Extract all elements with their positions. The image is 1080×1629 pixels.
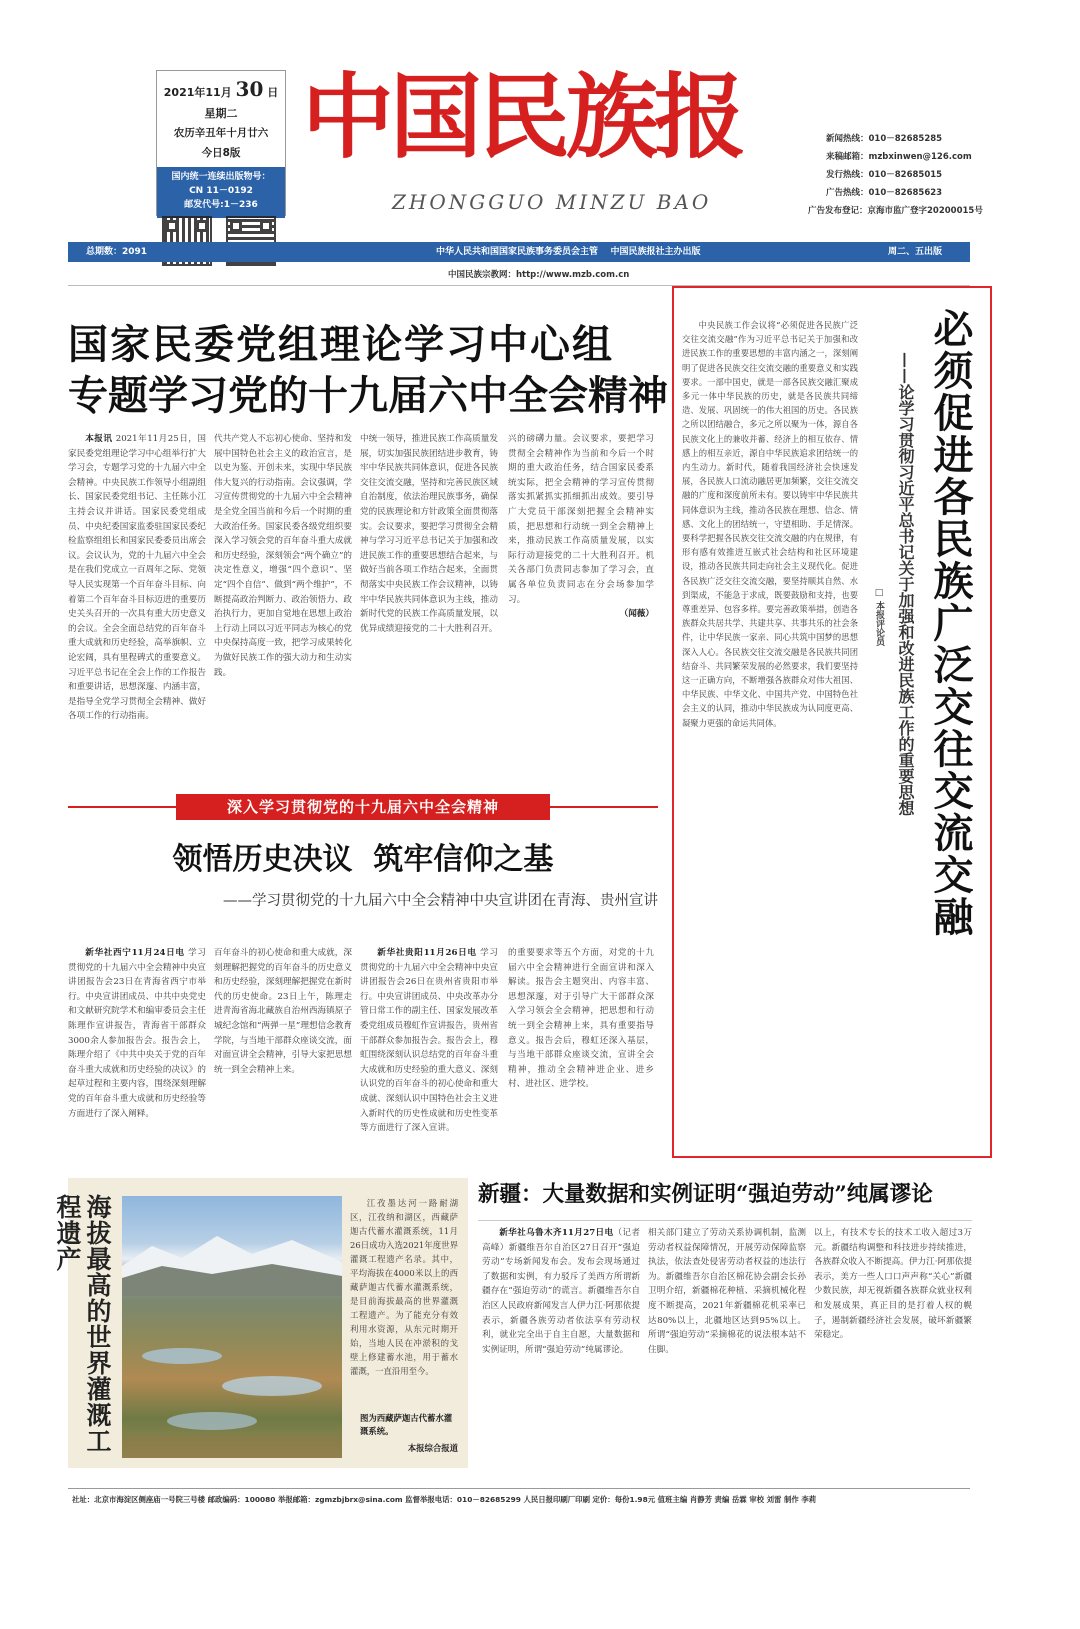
theme-banner: 深入学习贯彻党的十九届六中全会精神 xyxy=(176,794,550,820)
contact-news: 新闻热线：010－82685285 xyxy=(826,134,943,144)
lead-column-1: 本报讯 2021年11月25日，国家民委党组理论学习中心组举行扩大学习会，专题学习党的十九届六中全会精神。中央民族工作领导小组副组长、国家民委党组书记、主任陈小江主持会议并讲话。国家民委党组成员、中央纪委国家监委驻国家民委纪检监察组组长和国家民委委员出席会议。会议认为，党的十九届六中全会是在我们党成立一百周年之际、党领导人民实现第一个百年奋斗目标、向着第二个百年奋斗目标迈进的重要历史关头召开的一次具有重大历史意义的会议。全会全面总结党的百年奋斗重大成就和历史经验，高举旗帜、立论宏阔，具有里程碑式的重要意义。习近平总书记在全会上作的工作报告和重要讲话，思想深邃、内涵丰富，是指导全党学习贯彻全会精神、做好各项工作的行动指南。 xyxy=(68,434,206,722)
reservoir-pool xyxy=(167,1412,257,1430)
newspaper-pinyin: ZHONGGUO MINZU BAO xyxy=(392,190,712,214)
date-day: 30 xyxy=(235,77,264,101)
second-column-3: 新华社贵阳11月26日电 学习贯彻党的十九届六中全会精神中央宣讲团报告会26日在贵州省贵阳市举行。中央宣讲团成员、中央改革办分管日常工作的副主任、国家发展改革委党组成员穆虹作宣讲报告，贵州省干部群众参加报告会。报告会上，穆虹围绕深刻认识总结党的百年奋斗重大成就和历史经验的重大意义、深刻认识党的百年奋斗的初心使命和重大成就、深刻认识中国特色社会主义进入新时代的历史性成就和历史性变革等方面进行了深入宣讲。 xyxy=(360,948,498,1134)
xinjiang-divider xyxy=(478,1220,972,1221)
sponsor-line: 中华人民共和国国家民族事务委员会主管 中国民族报社主办出版 xyxy=(436,247,701,257)
xinjiang-column-3: 以上，有技术专长的技术工收入超过3万元。新疆结构调整和科技进步持续推进，各族群众收入不断提高。伊力江·阿那依提表示，美方一些人口口声声称“关心”新疆少数民族，却无视新疆各族群众就业权利和发展成果，真正目的是打着人权的幌子，遏制新疆经济社会发展，破坏新疆繁荣稳定。 xyxy=(814,1228,972,1341)
website-line: 中国民族宗教网：http://www.mzb.com.cn xyxy=(448,270,630,280)
second-column-2: 百年奋斗的初心使命和重大成就，深刻理解把握党的百年奋斗的历史意义和历史经验，深刻理解把握党在新时代的历史使命。23日上午，陈理走进青海省海北藏族自治州西海镇原子城纪念馆和“两弹一星”理想信念教育学院，与当地干部群众座谈交流，面对面宣讲全会精神，引导大家把思想统一到全会精神上来。 xyxy=(214,948,352,1075)
date-day-suffix: 日 xyxy=(267,86,279,99)
cn-label: 国内统一连续出版物号： xyxy=(171,172,271,182)
cn-number: CN 11－0192 xyxy=(189,186,253,196)
contact-list xyxy=(808,130,983,220)
field xyxy=(122,1436,342,1458)
second-column-4: 的重要要求等五个方面，对党的十九届六中全会精神进行全面宣讲和深入解读。报告会主题突出、内容丰富、思想深邃，对于引导广大干部群众深入学习领会全会精神，把思想和行动统一到全会精神上来，具有重要指导意义。报告会后，穆虹还深入基层，与当地干部群众座谈交流，宣讲全会精神，推动全会精神进企业、进乡村、进社区、进学校。 xyxy=(508,948,654,1090)
second-subhead: ——学习贯彻党的十九届六中全会精神中央宣讲团在青海、贵州宣讲 xyxy=(223,893,658,909)
lead-headline-line2: 专题学习党的十九届六中全会精神 xyxy=(68,372,668,419)
feature-box xyxy=(672,286,992,1158)
reservoir-pool xyxy=(142,1348,222,1364)
xinjiang-headline: 新疆：大量数据和实例证明“强迫劳动”纯属谬论 xyxy=(478,1182,933,1207)
lead-byline: 本报讯 xyxy=(85,434,113,444)
xinjiang-byline: 新华社乌鲁木齐11月27日电 xyxy=(499,1228,614,1238)
feature-headline: 必须促进各民族广泛交往交流交融 xyxy=(927,308,974,938)
feature-subhead: ——论学习贯彻习近平总书记关于加强和改进民族工作的重要思想 xyxy=(896,352,915,816)
ad-registration: 广告发布登记：京海市监广登字20200015号 xyxy=(808,206,983,216)
footer-info: 社址：北京市海淀区侧座庙一号院三号楼 邮政编码：100080 举报邮箱：zgmzbjbrx@sina.com 监督举报电话：010－82685299 人民日报印刷厂印刷 定价：每份1.98元 值班主编 肖静芳 责编 岳霖 审校 刘雷 制作 李莉 xyxy=(72,1495,817,1504)
lead-author: （闻薇） xyxy=(619,609,654,620)
lead-column-4: 兴的磅礴力量。会议要求，要把学习贯彻全会精神作为当前和今后一个时期的重大政治任务，结合国家民委系统实际，把全会精神的学习宣传贯彻落实抓紧抓实抓细抓出成效。要引导广大党员干部深刻把握全会精神实质，把思想和行动统一到全会精神上来，推动民族工作高质量发展，以实际行动迎接党的二十大胜利召开。机关各部门负责同志参加了学习会，直属各单位负责同志在分会场参加学习。 （闻薇） xyxy=(508,432,654,778)
irrigation-photo xyxy=(122,1196,342,1458)
lead-headline-line1: 国家民委党组理论学习中心组 xyxy=(68,321,614,368)
photo-vertical-title: 海拔最高的世界灌溉工程遗产 xyxy=(53,1194,112,1454)
footer-divider xyxy=(68,1488,970,1489)
second-byline-b: 新华社贵阳11月26日电 xyxy=(377,948,477,958)
postal-code: 邮发代号:1－236 xyxy=(184,200,258,210)
lead-column-3: 中统一领导，推进民族工作高质量发展，切实加强民族团结进步教育，铸牢中华民族共同体意识，促进各民族交往交流交融，坚持和完善民族区域自治制度，依法治理民族事务，确保党的民族理论和方针政策全面贯彻落实。会议要求，要把学习贯彻全会精神与学习习近平总书记关于加强和改进民族工作的重要思想结合起来，与做好当前各项工作结合起来，全面贯彻落实中央民族工作会议精神，以铸牢中华民族共同体意识为主线，推动新时代党的民族工作高质量发展，以优异成绩迎接党的二十大胜利召开。 xyxy=(360,434,498,634)
date-box xyxy=(156,70,286,216)
page-count: 今日8版 xyxy=(201,147,241,159)
contact-distribution: 发行热线：010－82685015 xyxy=(826,170,943,180)
edition-days: 周二、五出版 xyxy=(887,247,942,257)
newspaper-logo: 中国民族报 xyxy=(302,63,743,171)
issue-number: 总期数：2091 xyxy=(86,247,148,257)
feature-author: □ 本报评论员 xyxy=(874,588,884,647)
reservoir-pool xyxy=(222,1376,322,1396)
second-byline-a: 新华社西宁11月24日电 xyxy=(85,948,185,958)
second-column-1: 新华社西宁11月24日电 学习贯彻党的十九届六中全会精神中央宣讲团报告会23日在青海省西宁市举行。中央宣讲团成员、中共中央党史和文献研究院学术和编审委员会主任陈理作宣讲报告，青海省干部群众3000余人参加报告会。报告会上，陈理介绍了《中共中央关于党的百年奋斗重大成就和历史经验的决议》的起草过程和主要内容，围绕深刻理解党的百年奋斗重大成就和历史经验等方面进行了深入阐释。 xyxy=(68,948,206,1119)
photo-credit: 本报综合报道 xyxy=(407,1443,458,1453)
lead-column-2: 代共产党人不忘初心使命、坚持和发展中国特色社会主义的政治宣言，是以史为鉴、开创未来，实现中华民族伟大复兴的行动指南。会议强调，学习宣传贯彻党的十九届六中全会精神是全党全国当前和今后一个时期的重大政治任务。国家民委各级党组织要深入学习领会党的百年奋斗重大成就和历史经验，深刻领会“两个确立”的决定性意义，增强“四个意识”、坚定“四个自信”、做到“两个维护”，不断提高政治判断力、政治领悟力、政治执行力，更加自觉地在思想上政治上行动上同以习近平同志为核心的党中央保持高度一致，把学习成果转化为做好民族工作的强大动力和生动实践。 xyxy=(214,434,352,678)
photo-text: 江孜墨达河一路耐湖区，江孜纳和湖区，西藏萨迦古代蓄水灌溉系统，11月26日成功入选2021年度世界灌溉工程遗产名录。其中，平均海拔在4000米以上的西藏萨迦古代蓄水灌溉系统，是目前海拔最高的世界灌溉工程遗产。为了能充分有效利用水资源，从东元时期开始，当地人民在冲淤积的戈壁上修建蓄水池，用于蓄水灌溉，一直沿用至今。 xyxy=(350,1198,458,1376)
date-prefix: 2021年11月 xyxy=(163,86,232,99)
weekday: 星期二 xyxy=(204,107,238,120)
xinjiang-column-1: 新华社乌鲁木齐11月27日电（记者高峰）新疆维吾尔自治区27日召开“强迫劳动”专场新闻发布会。发布会现场通过了数据和实例，有力驳斥了美西方所谓新疆存在“强迫劳动”的谎言。新疆维吾尔自治区人民政府新闻发言人伊力江·阿那依提表示，新疆各族劳动者依法享有劳动权利，就业完全出于自主自愿，大量数据和实例证明，所谓“强迫劳动”纯属谬论。 xyxy=(482,1228,640,1355)
photo-caption: 图为西藏萨迦古代蓄水灌溉系统。 xyxy=(360,1413,453,1436)
lunar-date: 农历辛丑年十月廿六 xyxy=(173,127,269,139)
xinjiang-column-2: 相关部门建立了劳动关系协调机制，监测劳动者权益保障情况，开展劳动保障监察执法，依法查处侵害劳动者权益的违法行为。新疆维吾尔自治区棉花协会副会长孙卫明介绍，新疆棉花种植、采摘机械化程度不断提高，2021年新疆棉花机采率已达80%以上，北疆地区达到95%以上。所谓“强迫劳动”采摘棉花的说法根本站不住脚。 xyxy=(648,1228,806,1355)
second-headline: 领悟历史决议 筑牢信仰之基 xyxy=(172,842,554,877)
contact-ads: 广告热线：010－82685623 xyxy=(826,188,943,198)
masthead-bar xyxy=(68,242,970,262)
contact-email: 来稿邮箱：mzbxinwen@126.com xyxy=(826,152,972,162)
photo-feature xyxy=(53,1178,468,1468)
feature-body: 中央民族工作会议将“必须促进各民族广泛交往交流交融”作为习近平总书记关于加强和改进民族工作的重要思想的丰富内涵之一，深刻阐明了促进各民族交往交流交融的重要意义和实践要求。一部中国史，就是一部各民族交融汇聚成多元一体中华民族的历史，就是各民族共同缔造、发展、巩固统一的伟大祖国的历史。各民族之所以团结融合，多元之所以聚为一体，源自各民族文化上的兼收并蓄、经济上的相互依存、情感上的相互亲近，源自中华民族追求团结统一的内生动力。新时代，随着我国经济社会快速发展，各民族人口流动融居更加频繁，交往交流交融的广度和深度前所未有。要以铸牢中华民族共同体意识为主线，推动各民族在理想、信念、情感、文化上的团结统一，守望相助、手足情深。要科学把握各民族交往交流交融的内在规律，有形有感有效推进互嵌式社会结构和社区环境建设，推动各民族共同走向社会主义现代化。促进各民族广泛交往交流交融，要坚持顺其自然、水到渠成，不能急于求成，既要鼓励和支持，也要尊重差异、包容多样。要完善政策举措，创造各族群众共居共学、共建共享、共事共乐的社会条件，让中华民族一家亲、同心共筑中国梦的思想深入人心。各民族交往交流交融是各民族共同团结奋斗、共同繁荣发展的必然要求，我们要坚持这一正确方向，不断增强各族群众对伟大祖国、中华民族、中华文化、中国共产党、中国特色社会主义的认同，推动中华民族成为认同度更高、凝聚力更强的命运共同体。 xyxy=(682,320,858,728)
photo-scenery xyxy=(122,1196,342,1458)
